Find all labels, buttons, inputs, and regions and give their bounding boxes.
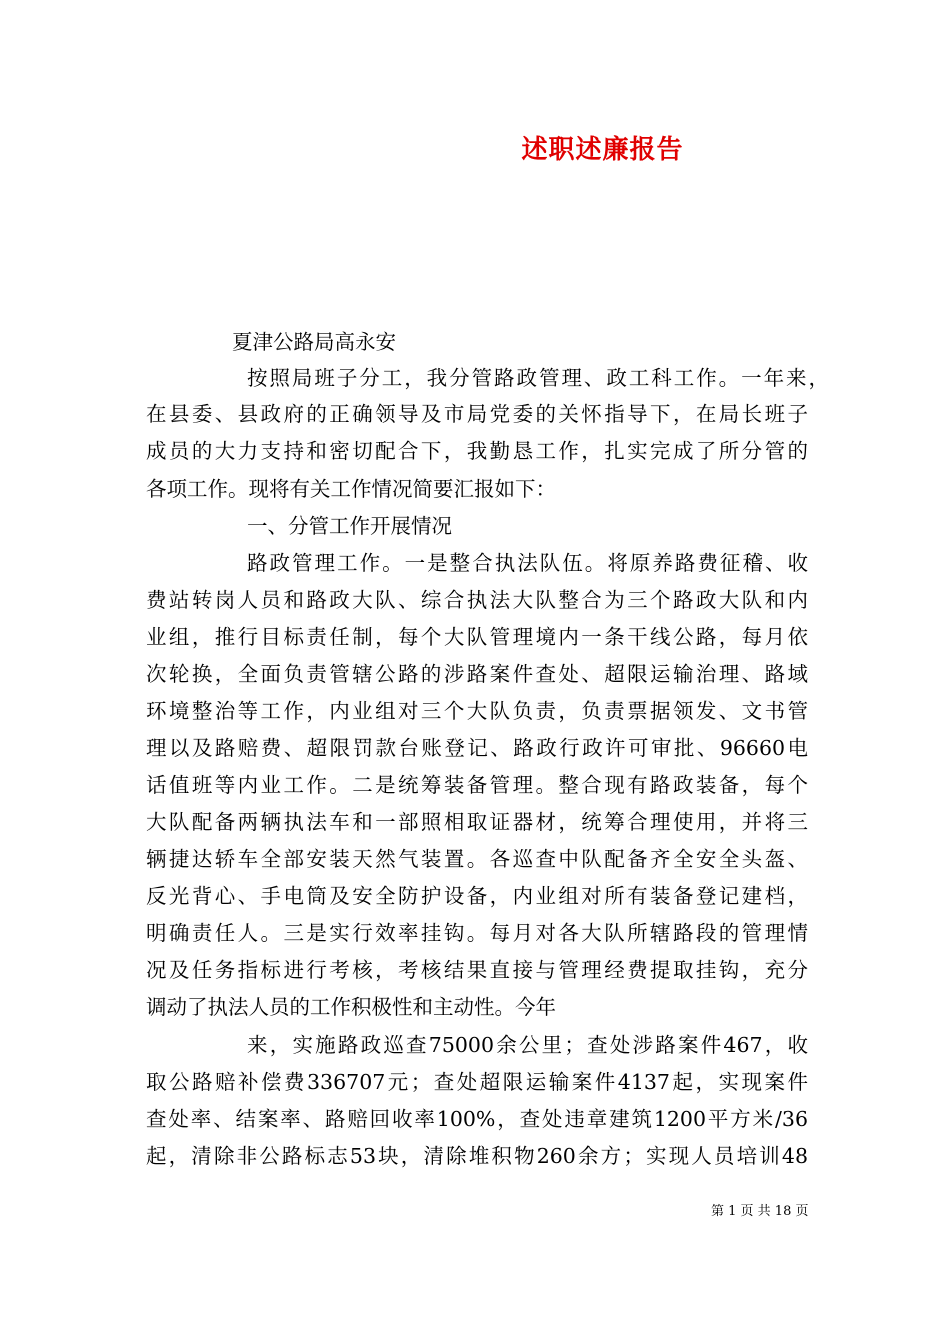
document-title: 述职述廉报告 <box>521 135 684 165</box>
paragraph-line: 环境整治等工作，内业组对三个大队负责，负责票据领发、文书管 <box>146 699 808 723</box>
paragraph-line: 费站转岗人员和路政大队、综合执法大队整合为三个路政大队和内 <box>146 588 808 612</box>
paragraph-line: 路政管理工作。一是整合执法队伍。将原养路费征稽、收 <box>247 551 808 575</box>
paragraph-line: 辆捷达轿车全部安装天然气装置。各巡查中队配备齐全安全头盔、 <box>146 847 808 871</box>
author-line: 夏津公路局高永安 <box>232 330 396 354</box>
paragraph-line: 成员的大力支持和密切配合下，我勤恳工作，扎实完成了所分管的 <box>146 439 808 463</box>
page-number: 第 1 页 共 18 页 <box>711 1204 809 1219</box>
paragraph-line: 业组，推行目标责任制，每个大队管理境内一条干线公路，每月依 <box>146 625 808 649</box>
section-heading: 一、分管工作开展情况 <box>247 514 452 538</box>
paragraph-line: 查处率、结案率、路赔回收率100%，查处违章建筑1200平方米/36 <box>146 1107 808 1131</box>
paragraph-line: 各项工作。现将有关工作情况简要汇报如下： <box>146 477 556 501</box>
paragraph-line: 取公路赔补偿费336707元；查处超限运输案件4137起，实现案件 <box>146 1070 808 1094</box>
paragraph-line: 按照局班子分工，我分管路政管理、政工科工作。一年来， <box>247 366 829 390</box>
paragraph-line: 理以及路赔费、超限罚款台账登记、路政行政许可审批、96660电 <box>146 736 808 760</box>
paragraph-line: 在县委、县政府的正确领导及市局党委的关怀指导下，在局长班子 <box>146 402 808 426</box>
paragraph-line: 来，实施路政巡查75000余公里；查处涉路案件467，收 <box>247 1033 808 1057</box>
paragraph-line: 话值班等内业工作。二是统筹装备管理。整合现有路政装备，每个 <box>146 773 808 797</box>
paragraph-line: 明确责任人。三是实行效率挂钩。每月对各大队所辖路段的管理情 <box>146 921 808 945</box>
paragraph-line: 大队配备两辆执法车和一部照相取证器材，统筹合理使用，并将三 <box>146 810 808 834</box>
paragraph-line: 调动了执法人员的工作积极性和主动性。今年 <box>146 995 556 1019</box>
paragraph-line: 起，清除非公路标志53块，清除堆积物260余方；实现人员培训48 <box>146 1144 808 1168</box>
paragraph-line: 况及任务指标进行考核，考核结果直接与管理经费提取挂钩，充分 <box>146 958 808 982</box>
paragraph-line: 次轮换，全面负责管辖公路的涉路案件查处、超限运输治理、路域 <box>146 662 808 686</box>
paragraph-line: 反光背心、手电筒及安全防护设备，内业组对所有装备登记建档， <box>146 884 808 908</box>
